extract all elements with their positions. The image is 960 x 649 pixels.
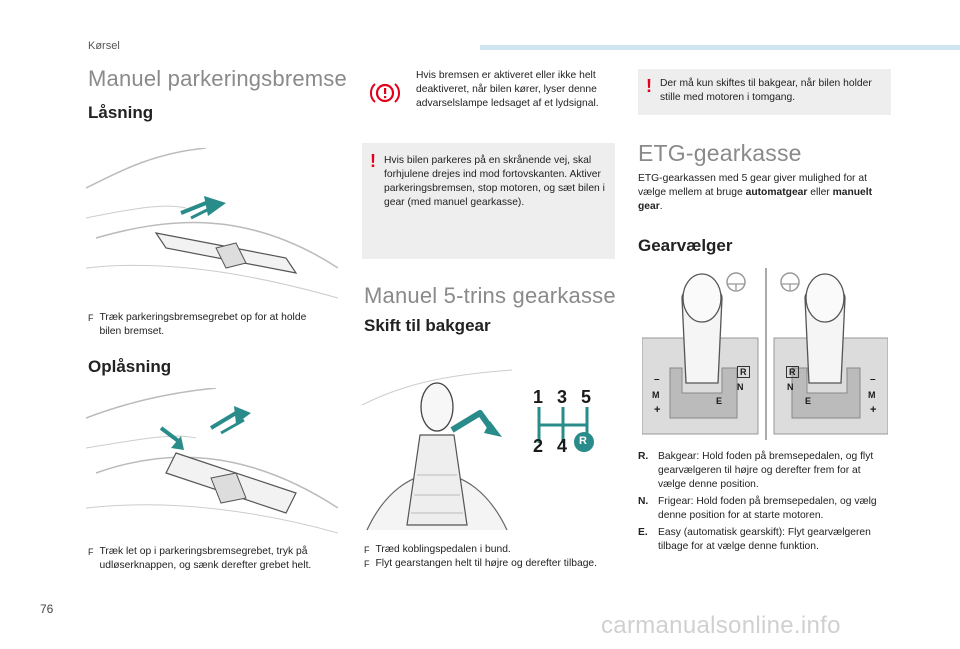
arrow-icon xyxy=(452,413,502,437)
gear-3: 3 xyxy=(557,387,568,407)
unlock-heading: Oplåsning xyxy=(88,357,172,376)
gate-n-left: N xyxy=(737,382,744,392)
gear-stick-illustration xyxy=(362,365,512,537)
gearbox-title: Manuel 5-trins gearkasse xyxy=(364,283,616,308)
parking-brake-lock-illustration xyxy=(86,148,338,306)
definition-item xyxy=(638,450,888,492)
definition-key: E. xyxy=(638,527,648,538)
etg-intro-manual: manuelt gear xyxy=(638,187,873,212)
definition-text: Frigear: Hold foden på bremsepedalen, og vælg denne position for at starte motoren. xyxy=(658,496,877,521)
definition-item xyxy=(638,495,888,523)
definition-key: R. xyxy=(638,451,649,462)
bullet-text: Flyt gearstangen helt til højre og derefter tilbage. xyxy=(375,558,598,569)
reverse-bullets xyxy=(364,543,609,571)
definition-key: N. xyxy=(638,496,649,507)
bullet-text: Træd koblingspedalen i bund. xyxy=(375,544,511,555)
arrow-icon xyxy=(181,196,226,218)
section-label: Kørsel xyxy=(88,40,120,52)
bullet-marker: F xyxy=(88,547,94,557)
caution-icon: ! xyxy=(646,76,652,96)
definition-item xyxy=(638,526,888,554)
bullet-marker: F xyxy=(88,313,94,323)
reverse-note-box xyxy=(638,69,891,115)
bullet-marker: F xyxy=(364,545,370,555)
header-accent-bar xyxy=(480,45,960,50)
lock-heading: Låsning xyxy=(88,103,154,122)
gate-plus-left: + xyxy=(654,404,661,416)
gate-plus-right: + xyxy=(870,404,877,416)
gate-r-left: R xyxy=(737,366,750,378)
watermark: carmanualsonline.info xyxy=(601,612,841,639)
etg-intro-text: . xyxy=(659,201,663,212)
lock-bullet-text: Træk parkeringsbremsegrebet op for at holde bilen bremset. xyxy=(99,312,307,337)
definition-text: Easy (automatisk gearskift): Flyt gearvælgeren tilbage for at vælge denne funktion. xyxy=(658,527,871,552)
gate-m-left: M xyxy=(652,390,660,400)
gate-m-right: M xyxy=(868,390,876,400)
unlock-bullet xyxy=(88,545,333,573)
unlock-bullet-text: Træk let op i parkeringsbremsegrebet, tryk på udløserknappen, og sænk derefter grebet helt. xyxy=(99,546,312,571)
brake-warning-text: Hvis bremsen er aktiveret eller ikke helt deaktiveret, når bilen kører, lyser denne advarselslampe ledsaget af et lydsignal. xyxy=(416,70,599,109)
list-item xyxy=(364,543,609,557)
gear-pattern-diagram xyxy=(516,385,616,465)
caution-icon: ! xyxy=(370,151,376,171)
etg-intro xyxy=(638,172,878,214)
parking-brake-title: Manuel parkeringsbremse xyxy=(88,66,347,91)
bullet-marker: F xyxy=(364,559,370,569)
lock-bullet xyxy=(88,311,328,339)
gear-r: R xyxy=(579,435,587,447)
etg-intro-text: ETG-gearkassen med 5 gear giver mulighed for at vælge mellem at bruge xyxy=(638,173,867,198)
etg-intro-text: eller xyxy=(807,187,833,198)
reverse-heading: Skift til bakgear xyxy=(364,316,491,335)
slope-warning-box xyxy=(362,143,615,259)
slope-warning-text: Hvis bilen parkeres på en skrånende vej, skal forhjulene drejes ind mod fortovskanten. Aktiver parkeringsbremsen, stop motoren, og sæt bilen i gear (med manuel gearkasse). xyxy=(384,155,605,208)
gate-minus-left: – xyxy=(654,374,660,385)
parking-brake-unlock-illustration xyxy=(86,388,338,538)
selector-heading: Gearvælger xyxy=(638,236,733,255)
gear-selector-illustration xyxy=(642,268,888,440)
gear-selector-drawing xyxy=(642,268,888,440)
gate-n-right: N xyxy=(787,382,794,392)
etg-title: ETG-gearkasse xyxy=(638,140,802,166)
gate-e-right: E xyxy=(805,396,812,406)
reverse-note-text: Der må kun skiftes til bakgear, når bilen holder stille med motoren i tomgang. xyxy=(660,78,872,103)
gate-minus-right: – xyxy=(870,374,876,385)
etg-intro-automatic: automatgear xyxy=(745,187,808,198)
brake-warning-icon xyxy=(368,80,402,106)
gate-e-left: E xyxy=(716,396,723,406)
gear-definitions xyxy=(638,450,888,557)
definition-text: Bakgear: Hold foden på bremsepedalen, og flyt gearvælgeren til højre og derefter frem for at vælge denne position. xyxy=(658,451,874,490)
list-item xyxy=(364,557,609,571)
arrow-icon xyxy=(161,406,251,450)
gear-2: 2 xyxy=(533,436,544,456)
page-number: 76 xyxy=(40,602,54,616)
gear-4: 4 xyxy=(557,436,568,456)
gear-1: 1 xyxy=(533,387,544,407)
gear-5: 5 xyxy=(581,387,592,407)
gate-r-right: R xyxy=(786,366,799,378)
